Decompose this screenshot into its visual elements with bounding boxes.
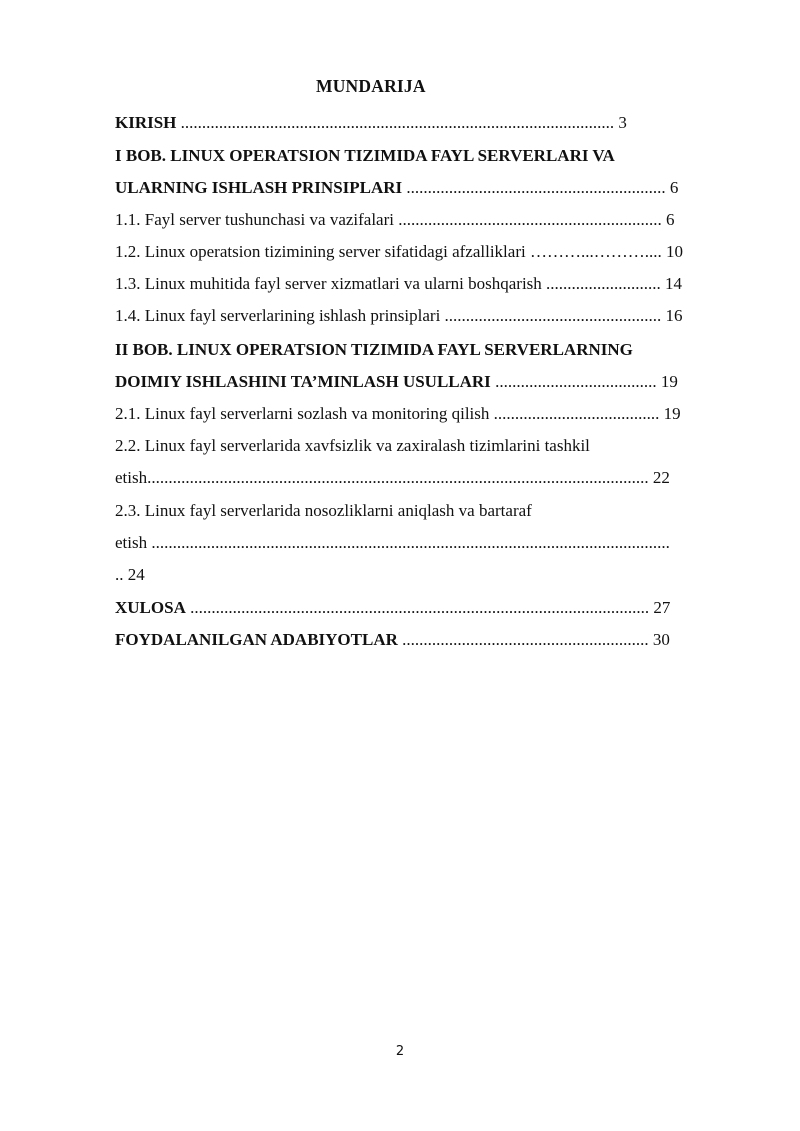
toc-entry [115, 241, 683, 263]
toc-entry-leader: ...................................................................................................... [176, 113, 619, 132]
toc-title: MUNDARIJA [316, 76, 426, 96]
toc-entry [115, 532, 670, 554]
toc-entry [115, 597, 670, 619]
page-number: 2 [395, 1044, 405, 1059]
toc-entry-title: FOYDALANILGAN ADABIYOTLAR [115, 630, 398, 649]
toc-entry-title: etish [115, 468, 148, 487]
toc-entry-page: 3 [618, 113, 627, 132]
toc-entry [115, 564, 145, 586]
toc-entry [115, 273, 682, 295]
toc-entry-title: 2.3. Linux fayl serverlarida nosozliklarni aniqlash va bartaraf [115, 501, 532, 520]
toc-entry-title: etish [115, 533, 148, 552]
toc-entry-title: I BOB. LINUX OPERATSION TIZIMIDA FAYL SERVERLARI VA [115, 146, 615, 165]
toc-entry-leader: ............................................................................................................ [185, 598, 654, 617]
toc-entry [115, 371, 678, 393]
toc-entry-page: 6 [669, 178, 679, 197]
toc-entry [115, 145, 615, 167]
toc-entry-leader: ………...……….... [525, 242, 666, 261]
toc-entry [115, 339, 633, 361]
toc-entry-leader: ...................................... [490, 372, 661, 391]
toc-entry-title: 1.1. Fayl server tushunchasi va vazifalari [115, 210, 394, 229]
toc-entry-page: 30 [652, 630, 670, 649]
toc-entry-page: 22 [652, 468, 670, 487]
toc-entry [115, 305, 683, 327]
toc-entry-page: 6 [666, 210, 675, 229]
toc-entry-leader: ...................................................................................................................... [147, 468, 653, 487]
toc-entry [115, 112, 627, 134]
toc-entry-title: 2.1. Linux fayl serverlarni sozlash va monitoring qilish [115, 404, 490, 423]
toc-entry-page: 19 [660, 372, 678, 391]
toc-entry-leader: ................................................... [440, 306, 666, 325]
toc-entry-title: XULOSA [115, 598, 186, 617]
toc-entry-page: 16 [665, 306, 683, 325]
toc-entry-title: II BOB. LINUX OPERATSION TIZIMIDA FAYL SERVERLARNING [115, 340, 633, 359]
toc-entry-title: 2.2. Linux fayl serverlarida xavfsizlik va zaxiralash tizimlarini tashkil [115, 436, 590, 455]
toc-entry-title: KIRISH [115, 113, 177, 132]
toc-entry-page: 24 [127, 565, 145, 584]
toc-entry [115, 177, 678, 199]
toc-entry-title: 1.3. Linux muhitida fayl server xizmatlari va ularni boshqarish [115, 274, 542, 293]
toc-entry-page: 14 [665, 274, 683, 293]
toc-entry [115, 500, 532, 522]
toc-entry [115, 435, 590, 457]
toc-entry-page: 27 [653, 598, 671, 617]
toc-entry [115, 467, 670, 489]
toc-entry-leader: .......................................................................................................................... [147, 533, 670, 552]
toc-entry-title: 1.2. Linux operatsion tizimining server sifatidagi afzalliklari [115, 242, 526, 261]
toc-entry-leader: ........................... [541, 274, 666, 293]
toc-entry-leader: ............................................................. [402, 178, 670, 197]
toc-entry [115, 209, 675, 231]
toc-entry-leader: ....................................... [489, 404, 664, 423]
toc-entry-page: 10 [665, 242, 683, 261]
toc-entry-leader: .......................................................... [397, 630, 653, 649]
toc-entry-title: ULARNING ISHLASH PRINSIPLARI [115, 178, 403, 197]
toc-entry-title: DOIMIY ISHLASHINI TA’MINLASH USULLARI [115, 372, 491, 391]
toc-entry-leader: .............................................................. [394, 210, 666, 229]
toc-entry [115, 629, 670, 651]
toc-entry-title: 1.4. Linux fayl serverlarining ishlash prinsiplari [115, 306, 441, 325]
toc-entry-page: 19 [663, 404, 681, 423]
toc-entry [115, 403, 681, 425]
toc-entry-leader: .. [115, 565, 128, 584]
